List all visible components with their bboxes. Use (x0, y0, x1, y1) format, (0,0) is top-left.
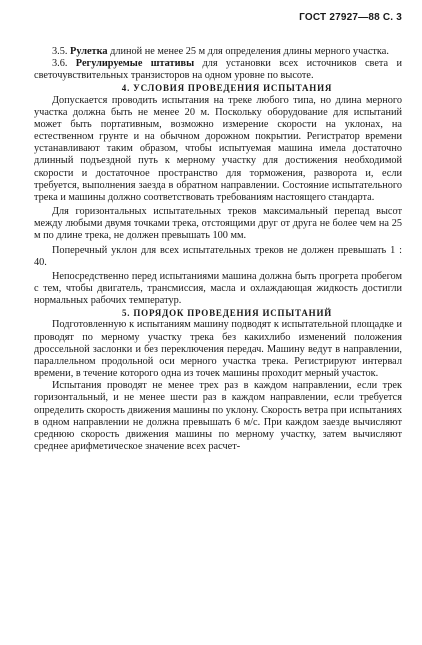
item-3-6 (34, 58, 402, 82)
section-4-paragraph: Для горизонтальных испытательных треков максимальный перепад высот между любыми двумя точками трека, отстоящими друг от друга не более чем на 25 м по длине трека, не должен превышать 100 мм. (34, 206, 402, 242)
item-text: для установки всех источников света и светочувствительных транзисторов на одном уровне по высоте. (34, 58, 402, 82)
section-5-title: 5. ПОРЯДОК ПРОВЕДЕНИЯ ИСПЫТАНИЙ (121, 308, 333, 319)
page-header: ГОСТ 27927—88 С. 3 (299, 12, 402, 23)
section-4-paragraph: Поперечный уклон для всех испытательных треков не должен превышать 1 : 40. (34, 244, 402, 268)
item-number: 3.6. (52, 58, 68, 70)
section-5-paragraph: Испытания проводят не менее трех раз в каждом направлении, если трек горизонтальный, и не менее шести раз в каждом направлении, если требуется определить скорость движения машины по уклону. Скорость ветра при испытаниях в одном направлении не должна превышать 6 м/с. При каждом заезде вычисляют среднюю скорость движения машины по мерному участку, затем вычисляют среднее арифметическое значение всех расчет- (34, 380, 402, 452)
item-3-5 (34, 46, 402, 58)
section-4-title: 4. УСЛОВИЯ ПРОВЕДЕНИЯ ИСПЫТАНИЯ (121, 83, 333, 94)
item-term: Рулетка (70, 46, 108, 57)
section-4-paragraph: Допускается проводить испытания на треке любого типа, но длина мерного участка должна быть не менее 20 м. Поскольку оборудование для испытаний может быть портативным, возможно измерение скорости на уклонах, на естественном грунте и на обычном дорожном покрытии. Регистратор времени устанавливают таким образом, чтобы испытуемая машина имела достаточно длинный подъездной путь к мерному участку для достижения необходимой скорости и достаточное пространство для торможения, разворота и, если требуется, выполнения заезда в обратном направлении. Состояние испытательного трека и машины должно соответствовать требованиям настоящего стандарта. (34, 94, 402, 203)
section-4-paragraph: Непосредственно перед испытаниями машина должна быть прогрета пробегом с тем, чтобы двигатель, трансмиссия, масла и охлаждающая жидкость достигли нормальных рабочих температур. (34, 270, 402, 307)
section-5-paragraph: Подготовленную к испытаниям машину подводят к испытательной площадке и проводят по мерному участку трека без какихлибо изменений положения дроссельной заслонки и без переключения передач. Машину ведут в направлении, параллельном продольной оси мерного участка трека. Регистрируют интервал времени, в течение которого одна из точек машины проходит мерный участок. (34, 319, 402, 380)
document-body (34, 46, 402, 453)
item-term: Регулируемые штативы (75, 58, 195, 70)
item-text: длиной не менее 25 м для определения длины мерного участка. (107, 46, 389, 57)
item-number: 3.5. (52, 46, 68, 57)
